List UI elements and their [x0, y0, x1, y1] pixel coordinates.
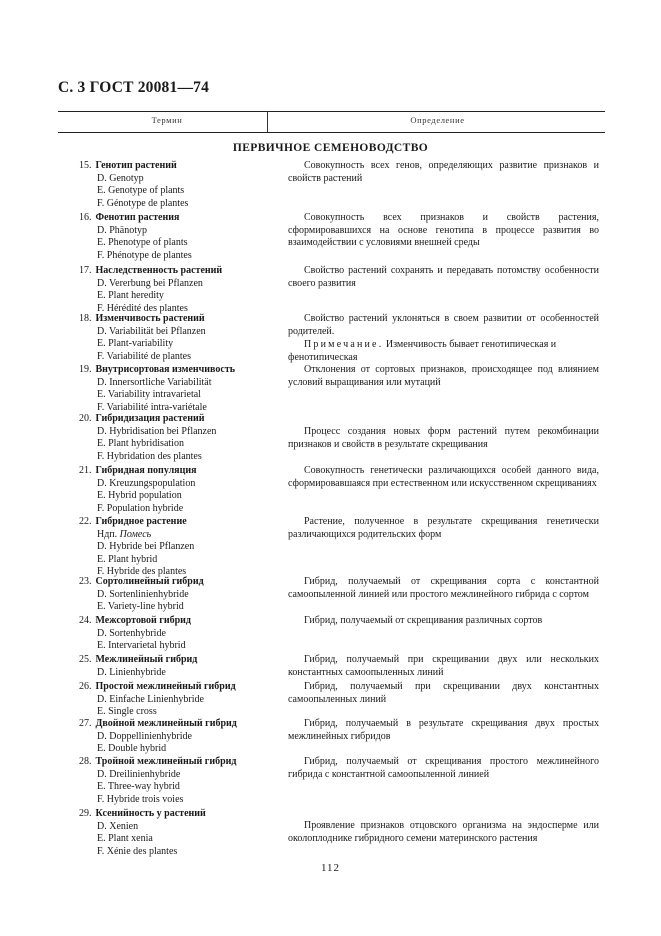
term-cell	[79, 576, 279, 614]
term-translation: D. Phänotyp	[97, 224, 147, 236]
term-title	[79, 212, 279, 225]
term-translation: F. Population hybride	[97, 502, 184, 514]
definition-text: Проявление признаков отцовского организма на эндосперме или околоплоднике гибридного семени материнского растения	[288, 820, 599, 844]
term-cell	[79, 808, 279, 858]
definition-text: Процесс создания новых форм растений путем рекомбинации признаков и свойств в результате скрещивания	[288, 426, 599, 450]
term-number: 26.	[79, 681, 92, 692]
term-translation: D. Kreuzungspopulation	[97, 477, 196, 489]
term-translation: F. Xénie des plantes	[97, 845, 178, 857]
term-name: Сортолинейный гибрид	[95, 576, 204, 587]
term-translation: E. Three-way hybrid	[97, 781, 180, 792]
term-number: 19.	[79, 364, 92, 375]
term-title	[79, 265, 279, 278]
note-text: Изменчивость бывает генотипическая и фенотипическая	[288, 339, 557, 363]
term-name: Внутрисортовая изменчивость	[95, 364, 236, 375]
term-translation: F. Hybride des plantes	[97, 566, 187, 577]
term-cell	[79, 160, 279, 210]
term-title	[79, 718, 279, 731]
document-header: С. 3 ГОСТ 20081—74	[58, 79, 210, 96]
term-title	[79, 516, 279, 529]
term-translation: E. Double hybrid	[97, 743, 167, 754]
term-translation: E. Phenotype of plants	[97, 237, 188, 248]
definition-text: Гибрид, получаемый в результате скрещивания двух простых межлинейных гибридов	[288, 718, 599, 742]
term-cell	[79, 756, 279, 806]
term-translation: F. Phénotype de plantes	[97, 249, 192, 261]
definition-text: Свойство растений сохранять и передавать потомству особенности своего развития	[288, 265, 599, 289]
term-title	[79, 465, 279, 478]
term-title	[79, 654, 279, 667]
definition-text: Совокупность генетически различающихся особей данного вида, сформировавшаяся при естественном или искусственном скрещиваниях	[288, 465, 599, 489]
term-name: Генотип растений	[95, 160, 177, 171]
term-title	[79, 576, 279, 589]
term-translation: D. Sortenhybride	[97, 627, 166, 639]
term-translation: F. Hybride trois voies	[97, 793, 184, 805]
term-name: Гибридизация растений	[95, 413, 205, 424]
term-translation: F. Variabilité de plantes	[97, 350, 191, 362]
term-name: Межсортовой гибрид	[95, 615, 191, 626]
term-translation: D. Einfache Linienhybride	[97, 693, 204, 705]
term-translation: E. Single cross	[97, 706, 157, 717]
term-title	[79, 313, 279, 326]
term-translation: D. Genotyp	[97, 172, 144, 184]
table-top-rule	[58, 111, 605, 112]
term-name: Межлинейный гибрид	[95, 654, 198, 665]
definition-text: Отклонения от сортовых признаков, происходящее под влиянием условий выращивания или мутаций	[288, 364, 599, 388]
alias-prefix: Ндп.	[97, 528, 118, 540]
term-number: 18.	[79, 313, 92, 324]
term-title	[79, 364, 279, 377]
term-number: 24.	[79, 615, 92, 626]
term-translation: E. Intervarietal hybrid	[97, 640, 186, 651]
term-name: Наследственность растений	[95, 265, 223, 276]
term-translation: F. Variabilité intra-variétale	[97, 401, 207, 413]
term-translation: D. Hybridisation bei Pflanzen	[97, 425, 217, 437]
term-cell	[79, 413, 279, 463]
term-name: Простой межлинейный гибрид	[95, 681, 236, 692]
term-cell	[79, 465, 279, 515]
definition-text: Свойство растений уклоняться в своем развитии от особенностей родителей.	[288, 313, 599, 337]
term-number: 22.	[79, 516, 92, 527]
term-translation: E. Plant xenia	[97, 833, 153, 844]
term-title	[79, 681, 279, 694]
term-translation: D. Linienhybride	[97, 666, 166, 678]
term-number: 29.	[79, 808, 92, 819]
definition-text: Растение, полученное в результате скрещивания генетически различающихся родительских форм	[288, 516, 599, 540]
term-translation: D. Vererbung bei Pflanzen	[97, 277, 203, 289]
term-cell	[79, 516, 279, 579]
page-number: 112	[320, 862, 341, 874]
table-header-rule	[58, 132, 605, 133]
definition-text: Гибрид, получаемый от скрещивания различных сортов	[304, 615, 543, 626]
term-title	[79, 808, 279, 821]
term-name: Тройной межлинейный гибрид	[95, 756, 237, 767]
term-translation: D. Variabilität bei Pflanzen	[97, 325, 206, 337]
term-name: Изменчивость растений	[95, 313, 205, 324]
section-title: ПЕРВИЧНОЕ СЕМЕНОВОДСТВО	[232, 142, 429, 154]
term-name: Двойной межлинейный гибрид	[95, 718, 237, 729]
term-cell	[79, 654, 279, 679]
term-translation: E. Hybrid population	[97, 490, 182, 501]
term-translation: D. Sortenlinienhybride	[97, 588, 189, 600]
term-deprecated-alias	[79, 529, 279, 542]
term-translation: E. Plant hybridisation	[97, 438, 184, 449]
term-translation: D. Hybride bei Pflanzen	[97, 541, 195, 552]
term-cell	[79, 681, 279, 719]
term-number: 20.	[79, 413, 92, 424]
term-cell	[79, 364, 279, 414]
column-header-definition: Определение	[410, 115, 465, 125]
term-translation: E. Plant-variability	[97, 338, 174, 349]
term-name: Фенотип растения	[95, 212, 180, 223]
term-number: 21.	[79, 465, 92, 476]
definition-note	[288, 339, 599, 364]
note-label: Примечание.	[304, 339, 384, 350]
definition-text: Совокупность всех признаков и свойств растения, сформировавшихся на основе генотипа в процессе развития во взаимодействии с условиями внешней среды	[288, 212, 599, 249]
term-number: 17.	[79, 265, 92, 276]
term-cell	[79, 718, 279, 756]
definition-text: Гибрид, получаемый при скрещивании двух или нескольких константных самоопыленных линий	[288, 654, 599, 678]
term-translation: F. Génotype de plantes	[97, 197, 189, 209]
term-translation: D. Xenien	[97, 820, 139, 832]
term-translation: E. Plant hybrid	[97, 553, 158, 565]
definition-text: Гибрид, получаемый от скрещивания простого межлинейного гибрида с константной самоопыленной линией	[288, 756, 599, 780]
term-translation: D. Innersortliche Variabilität	[97, 376, 212, 388]
term-number: 28.	[79, 756, 92, 767]
term-name: Гибридная популяция	[95, 465, 197, 476]
term-name: Гибридное растение	[95, 516, 187, 527]
term-title	[79, 615, 279, 628]
definition-text: Гибрид, получаемый при скрещивании двух константных самоопыленных линий	[288, 681, 599, 705]
column-header-term: Термин	[151, 115, 183, 125]
term-name: Ксенийность у растений	[95, 808, 206, 819]
term-cell	[79, 212, 279, 262]
term-title	[79, 160, 279, 173]
definition-text: Совокупность всех генов, определяющих развитие признаков и свойств растений	[288, 160, 599, 184]
definition-text: Гибрид, получаемый от скрещивания сорта с константной самоопыленной линией или простого межлинейного гибрида с сортом	[288, 576, 599, 600]
term-translation: F. Hybridation des plantes	[97, 450, 202, 462]
term-translation: E. Variability intravarietal	[97, 389, 201, 400]
term-cell	[79, 313, 279, 363]
term-cell	[79, 615, 279, 653]
term-title	[79, 756, 279, 769]
term-number: 23.	[79, 576, 92, 587]
term-number: 25.	[79, 654, 92, 665]
term-cell	[79, 265, 279, 315]
term-translation: D. Dreilinienhybride	[97, 768, 181, 780]
term-translation: F. Hérédité des plantes	[97, 302, 188, 314]
term-title	[79, 413, 279, 426]
alias-text: Помесь	[119, 528, 152, 540]
term-number: 27.	[79, 718, 92, 729]
term-translation: E. Genotype of plants	[97, 185, 185, 196]
term-number: 15.	[79, 160, 92, 171]
term-translation: E. Plant heredity	[97, 290, 164, 301]
term-number: 16.	[79, 212, 92, 223]
column-header-separator	[267, 111, 268, 132]
term-translation: D. Doppellinienhybride	[97, 730, 192, 742]
term-translation: E. Variety-line hybrid	[97, 601, 184, 612]
